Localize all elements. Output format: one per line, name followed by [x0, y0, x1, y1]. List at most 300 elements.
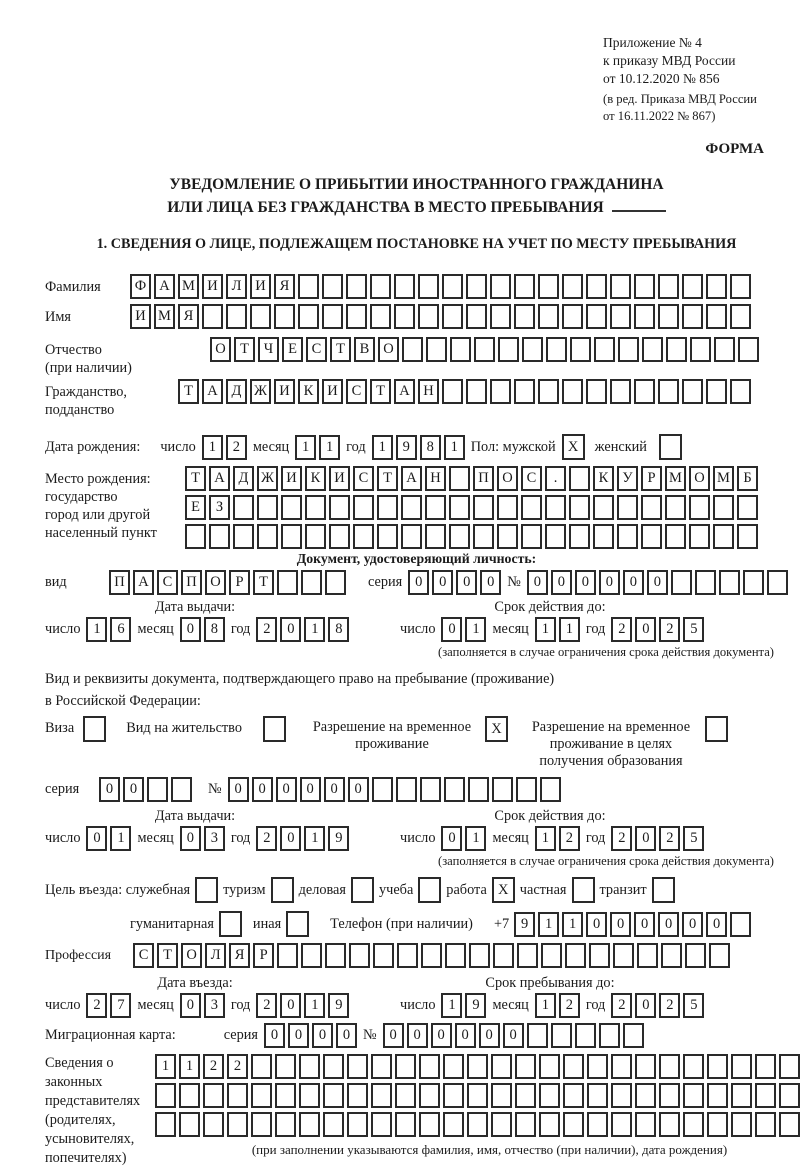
form-cell: 1 [110, 826, 131, 851]
migration-number-cells [383, 1023, 644, 1048]
form-cell [709, 943, 730, 968]
form-cell [617, 495, 638, 520]
permit-valid-line [400, 826, 704, 851]
form-cell [527, 1023, 548, 1048]
form-cell [442, 304, 463, 329]
permit-series-cells [99, 777, 192, 802]
form-cell [147, 777, 168, 802]
form-cell: И [281, 466, 302, 491]
form-cell [445, 943, 466, 968]
form-title [45, 173, 788, 220]
form-cell [690, 337, 711, 362]
entry-day-cells [86, 993, 131, 1018]
given-name-label: Имя [45, 309, 71, 326]
given-name-cells [130, 304, 751, 329]
form-cell: Ж [250, 379, 271, 404]
form-cell [325, 570, 346, 595]
migration-series-cells [264, 1023, 357, 1048]
appendix-line: к приказу МВД России [603, 52, 736, 68]
form-cell [467, 1112, 488, 1137]
form-cell [545, 495, 566, 520]
edu-permit-checkbox [705, 716, 728, 742]
form-cell [419, 1112, 440, 1137]
form-cell: 2 [611, 617, 632, 642]
form-cell [277, 570, 298, 595]
form-cell: 5 [683, 617, 704, 642]
form-cell: 0 [336, 1023, 357, 1048]
birth-place-row [45, 466, 788, 549]
form-cell [466, 304, 487, 329]
form-cell [233, 524, 254, 549]
purpose-private-label: частная [519, 881, 567, 898]
form-cell [377, 495, 398, 520]
form-word: ФОРМА [705, 140, 764, 157]
form-cell [541, 943, 562, 968]
form-cell: 1 [155, 1054, 176, 1079]
form-cell [257, 495, 278, 520]
form-cell [666, 337, 687, 362]
form-cell: 0 [431, 1023, 452, 1048]
form-cell [641, 524, 662, 549]
month-label: месяц [137, 830, 174, 847]
form-cell: Я [274, 274, 295, 299]
birth-place-cells-row3 [185, 524, 758, 549]
form-cell [281, 524, 302, 549]
form-cell: 0 [99, 777, 120, 802]
form-cell [449, 495, 470, 520]
form-cell [516, 777, 537, 802]
form-cell: М [665, 466, 686, 491]
form-cell [731, 1054, 752, 1079]
visa-option [45, 716, 106, 742]
form-cell [257, 524, 278, 549]
purpose-study-label: учеба [378, 881, 414, 898]
form-cell [323, 1054, 344, 1079]
form-cell [689, 524, 710, 549]
form-cell: 2 [659, 617, 680, 642]
form-cell [539, 1083, 560, 1108]
form-cell [469, 943, 490, 968]
form-cell: 1 [465, 826, 486, 851]
form-cell [665, 524, 686, 549]
form-cell: Е [185, 495, 206, 520]
form-cell: 0 [551, 570, 572, 595]
form-cell: Я [229, 943, 250, 968]
day-label: число [400, 621, 436, 638]
month-label: месяц [492, 830, 529, 847]
form-cell: Ж [257, 466, 278, 491]
form-cell: 2 [611, 993, 632, 1018]
form-cell: П [473, 466, 494, 491]
form-cell [347, 1083, 368, 1108]
form-cell [325, 943, 346, 968]
form-cell [637, 943, 658, 968]
form-cell: 1 [535, 826, 556, 851]
form-cell [443, 1054, 464, 1079]
form-cell [450, 337, 471, 362]
form-cell: И [202, 274, 223, 299]
form-cell: 2 [659, 993, 680, 1018]
form-cell [779, 1054, 800, 1079]
form-cell: О [181, 943, 202, 968]
edu-permit-option [526, 716, 728, 770]
form-cell [347, 1112, 368, 1137]
form-cell: 3 [204, 826, 225, 851]
form-cell [613, 943, 634, 968]
form-cell: 0 [480, 570, 501, 595]
form-cell [707, 1083, 728, 1108]
surname-label: Фамилия [45, 279, 101, 296]
form-cell [299, 1054, 320, 1079]
form-cell: П [181, 570, 202, 595]
form-cell [635, 1083, 656, 1108]
stay-year-cells [611, 993, 704, 1018]
entry-year-cells [256, 993, 349, 1018]
form-cell: 0 [324, 777, 345, 802]
form-title-line2: ИЛИ ЛИЦА БЕЗ ГРАЖДАНСТВА В МЕСТО ПРЕБЫВАНИЯ [45, 196, 788, 219]
form-cell: А [401, 466, 422, 491]
birth-place-label: Место рождения: государство город или другой населенный пункт [45, 471, 157, 542]
form-cell: Д [233, 466, 254, 491]
form-cell: Е [282, 337, 303, 362]
form-cell [515, 1054, 536, 1079]
form-cell [443, 1112, 464, 1137]
form-cell [586, 274, 607, 299]
citizenship-cells [178, 379, 751, 404]
form-cell: 0 [527, 570, 548, 595]
form-cell [468, 777, 489, 802]
representatives-cells-block [155, 1054, 800, 1158]
form-cell [155, 1112, 176, 1137]
form-cell: Б [737, 466, 758, 491]
male-checkbox: X [562, 434, 585, 460]
form-cell: 1 [179, 1054, 200, 1079]
form-cell [419, 1054, 440, 1079]
form-cell [538, 304, 559, 329]
passport-issue-group [45, 599, 400, 642]
blank-underline [612, 198, 666, 212]
purpose-humanitarian-label: гуманитарная [130, 915, 214, 932]
form-cell: 7 [110, 993, 131, 1018]
form-cell [755, 1083, 776, 1108]
day-label: число [160, 438, 196, 455]
temp-permit-option [308, 716, 508, 753]
form-cell: 0 [503, 1023, 524, 1048]
form-cell [401, 495, 422, 520]
form-cell [491, 1112, 512, 1137]
form-cell: 1 [202, 435, 223, 460]
form-cell [474, 337, 495, 362]
entry-dates [45, 975, 788, 1018]
sex-male-label: Пол: мужской [470, 438, 556, 455]
doc-kind-label: вид [45, 574, 67, 591]
month-label: месяц [252, 438, 290, 455]
form-cell: 0 [635, 826, 656, 851]
day-label: число [45, 621, 81, 638]
form-cell: 0 [288, 1023, 309, 1048]
form-cell [323, 1083, 344, 1108]
form-cell [569, 466, 590, 491]
form-cell [301, 570, 322, 595]
residence-doc-intro: Вид и реквизиты документа, подтверждающего право на пребывание (проживание) в Российской Федерации: [45, 671, 555, 710]
form-cell [347, 1054, 368, 1079]
visit-purpose-label: Цель въезда: служебная [45, 881, 191, 898]
form-cell [419, 1083, 440, 1108]
form-cell [611, 1112, 632, 1137]
form-cell [305, 524, 326, 549]
form-cell [372, 777, 393, 802]
form-cell: У [617, 466, 638, 491]
form-cell: 0 [635, 993, 656, 1018]
form-cell [353, 495, 374, 520]
form-cell [730, 912, 751, 937]
form-cell [442, 379, 463, 404]
form-cell [155, 1083, 176, 1108]
form-cell: М [178, 274, 199, 299]
form-cell [250, 304, 271, 329]
profession-row [45, 943, 788, 968]
series-label: серия [223, 1027, 258, 1044]
form-cell: С [306, 337, 327, 362]
form-cell [521, 524, 542, 549]
form-cell [565, 943, 586, 968]
form-cell [277, 943, 298, 968]
issue-day-cells [86, 826, 131, 851]
form-cell [203, 1083, 224, 1108]
passport-dates [45, 599, 788, 642]
form-cell [755, 1054, 776, 1079]
form-cell: 0 [252, 777, 273, 802]
form-cell: 1 [535, 617, 556, 642]
entry-date-group [45, 975, 400, 1018]
form-cell [586, 379, 607, 404]
form-cell [540, 777, 561, 802]
entry-date-header: Дата въезда: [157, 975, 233, 992]
form-cell [275, 1054, 296, 1079]
patronymic-cells [210, 337, 759, 362]
form-cell [683, 1083, 704, 1108]
day-label: число [45, 830, 81, 847]
form-cell: И [329, 466, 350, 491]
form-cell [641, 495, 662, 520]
form-cell: Р [641, 466, 662, 491]
form-cell [329, 495, 350, 520]
doc-number-cells [527, 570, 788, 595]
stay-until-group [400, 975, 704, 1018]
form-cell [545, 524, 566, 549]
form-cell: 0 [312, 1023, 333, 1048]
form-cell [562, 274, 583, 299]
form-cell: 5 [683, 826, 704, 851]
form-cell: 0 [123, 777, 144, 802]
form-cell [467, 1083, 488, 1108]
form-cell: 2 [256, 617, 277, 642]
form-cell: 1 [562, 912, 583, 937]
form-cell [346, 274, 367, 299]
form-cell [587, 1112, 608, 1137]
stay-until-line [400, 993, 704, 1018]
form-title-line1: УВЕДОМЛЕНИЕ О ПРИБЫТИИ ИНОСТРАННОГО ГРАЖДАНИНА [169, 175, 664, 193]
form-cell [589, 943, 610, 968]
form-cell [682, 304, 703, 329]
form-cell: 0 [455, 1023, 476, 1048]
form-cell: А [202, 379, 223, 404]
form-cell [492, 777, 513, 802]
form-cell [299, 1112, 320, 1137]
form-cell [298, 304, 319, 329]
form-cell [473, 495, 494, 520]
form-cell: А [394, 379, 415, 404]
form-cell [449, 466, 470, 491]
form-cell [634, 304, 655, 329]
form-cell: 9 [396, 435, 417, 460]
form-cell [371, 1112, 392, 1137]
form-cell: . [545, 466, 566, 491]
form-cell: 1 [444, 435, 465, 460]
form-cell [713, 495, 734, 520]
sex-female-label: женский [594, 438, 647, 455]
form-cell [497, 495, 518, 520]
form-cell: Т [157, 943, 178, 968]
number-label: № [208, 781, 222, 798]
permit-valid-group [400, 808, 704, 851]
issue-year-cells [256, 617, 349, 642]
form-cell [346, 304, 367, 329]
form-cell: С [521, 466, 542, 491]
form-cell: П [109, 570, 130, 595]
issue-year-cells [256, 826, 349, 851]
number-label: № [507, 574, 521, 591]
purpose-work-label: работа [446, 881, 487, 898]
form-cell [642, 337, 663, 362]
birth-place-cells-row1 [185, 466, 758, 491]
birth-date-label: Дата рождения: [45, 438, 141, 455]
form-cell [563, 1054, 584, 1079]
form-cell [538, 379, 559, 404]
form-cell [227, 1083, 248, 1108]
form-cell [682, 379, 703, 404]
form-cell: К [305, 466, 326, 491]
form-cell [661, 943, 682, 968]
representatives-label: Сведения о законных представителях (родителях, усыновителях, попечителях) [45, 1055, 141, 1167]
purpose-business-checkbox [351, 877, 374, 903]
form-cell [449, 524, 470, 549]
form-cell: 1 [372, 435, 393, 460]
form-cell [473, 524, 494, 549]
form-cell: 1 [538, 912, 559, 937]
form-cell [731, 1112, 752, 1137]
form-cell: 0 [599, 570, 620, 595]
form-cell [353, 524, 374, 549]
form-cell [401, 524, 422, 549]
form-cell: 3 [204, 993, 225, 1018]
year-label: год [230, 621, 251, 638]
permit-issue-group [45, 808, 400, 851]
form-cell: 1 [295, 435, 316, 460]
form-cell: И [250, 274, 271, 299]
form-cell: И [274, 379, 295, 404]
form-cell [370, 304, 391, 329]
issue-day-cells [86, 617, 131, 642]
form-cell [755, 1112, 776, 1137]
form-cell: Л [205, 943, 226, 968]
form-cell [618, 337, 639, 362]
form-cell [395, 1083, 416, 1108]
appendix-block [603, 34, 788, 87]
form-cell [658, 274, 679, 299]
form-cell [611, 1054, 632, 1079]
form-cell: 5 [683, 993, 704, 1018]
form-cell [395, 1112, 416, 1137]
form-cell [394, 274, 415, 299]
form-cell [251, 1112, 272, 1137]
form-cell [418, 274, 439, 299]
phone-prefix: +7 [493, 915, 510, 932]
identity-doc-heading: Документ, удостоверяющий личность: [296, 551, 537, 567]
form-cell [305, 495, 326, 520]
month-label: месяц [137, 997, 174, 1014]
form-cell [731, 1083, 752, 1108]
purpose-transit-checkbox [652, 877, 675, 903]
form-cell: 0 [647, 570, 668, 595]
issue-date-header: Дата выдачи: [154, 808, 236, 825]
form-cell [737, 495, 758, 520]
form-cell [402, 337, 423, 362]
valid-month-cells [535, 617, 580, 642]
birth-year-cells [372, 435, 465, 460]
representatives-cells-row1 [155, 1054, 800, 1079]
form-cell [563, 1112, 584, 1137]
form-cell [371, 1083, 392, 1108]
form-cell [737, 524, 758, 549]
purpose-other-label: иная [252, 915, 282, 932]
form-cell: Н [418, 379, 439, 404]
form-cell [563, 1083, 584, 1108]
form-cell [275, 1112, 296, 1137]
citizenship-label: Гражданство, подданство [45, 384, 127, 419]
form-cell [610, 274, 631, 299]
section1-heading: 1. СВЕДЕНИЯ О ЛИЦЕ, ПОДЛЕЖАЩЕМ ПОСТАНОВКЕ НА УЧЕТ ПО МЕСТУ ПРЕБЫВАНИЯ [96, 236, 737, 253]
form-cell: 0 [348, 777, 369, 802]
form-cell: Р [253, 943, 274, 968]
patronymic-label: Отчество (при наличии) [45, 342, 132, 377]
form-cell: 0 [407, 1023, 428, 1048]
form-cell: Т [185, 466, 206, 491]
form-cell [185, 524, 206, 549]
purpose-study-checkbox [418, 877, 441, 903]
form-cell: С [157, 570, 178, 595]
form-cell [299, 1083, 320, 1108]
form-cell: 0 [280, 617, 301, 642]
form-cell: 0 [623, 570, 644, 595]
form-cell: 8 [328, 617, 349, 642]
form-cell [610, 304, 631, 329]
birth-place-cells-row2 [185, 495, 758, 520]
form-cell [426, 337, 447, 362]
valid-year-cells [611, 617, 704, 642]
birth-place-cells-block [185, 466, 758, 549]
form-cell [301, 943, 322, 968]
year-label: год [230, 997, 251, 1014]
form-cell: 1 [304, 826, 325, 851]
visit-purpose-row2 [45, 911, 788, 937]
stay-day-cells [441, 993, 486, 1018]
form-cell: Ч [258, 337, 279, 362]
form-cell: С [346, 379, 367, 404]
form-cell [370, 274, 391, 299]
form-cell [570, 337, 591, 362]
form-cell [491, 1054, 512, 1079]
